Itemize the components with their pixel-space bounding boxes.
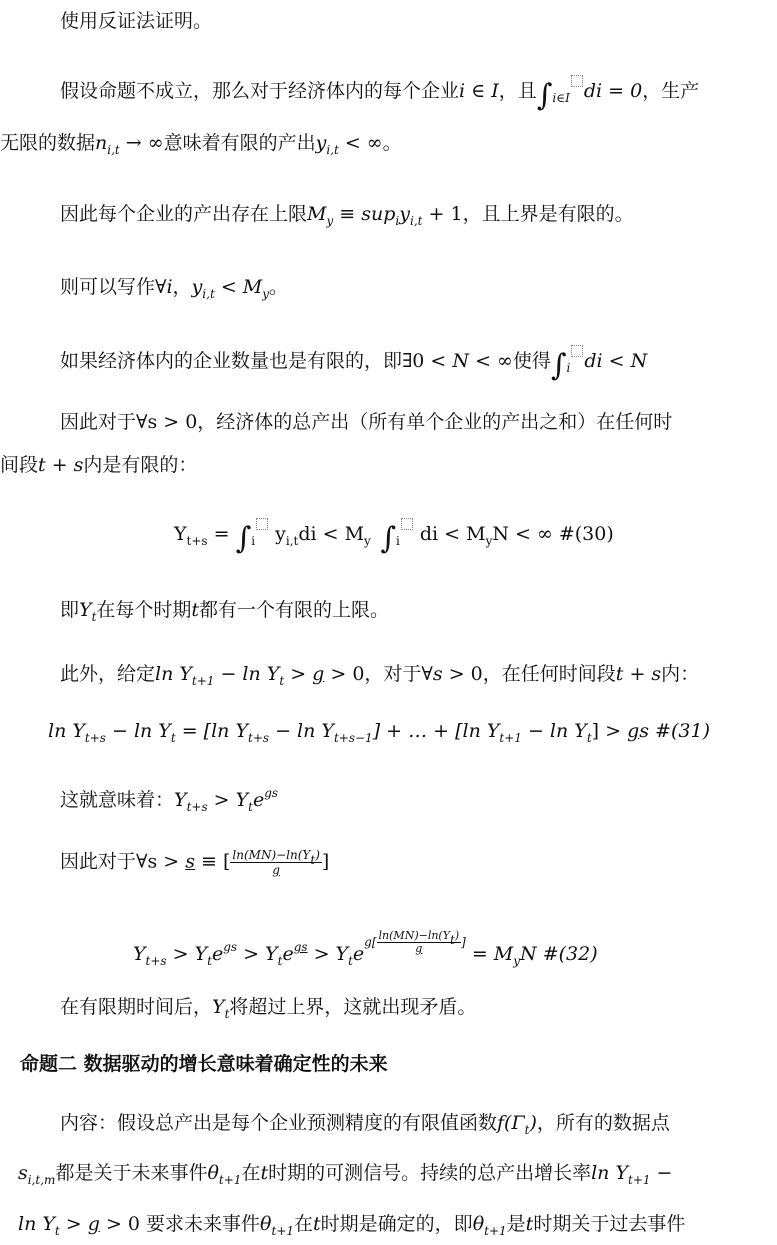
- math: i,t,m: [27, 1173, 56, 1187]
- math: ln(MN)−ln(Y: [378, 929, 450, 942]
- math: ≡ [: [194, 850, 231, 873]
- math: i: [396, 534, 400, 548]
- integral-symbol: ∫: [370, 521, 396, 556]
- math: gs: [264, 786, 279, 800]
- math: s: [18, 1162, 28, 1184]
- text: ，且上界是有限的。: [462, 203, 634, 225]
- line-1: [60, 8, 775, 34]
- line-12: [60, 848, 775, 877]
- fraction: [230, 848, 321, 877]
- integral-symbol: ∫: [235, 521, 252, 556]
- text: < ∞使得: [469, 350, 551, 372]
- math: g: [312, 663, 325, 685]
- math: t: [524, 1123, 530, 1137]
- text: ，生产: [642, 80, 700, 102]
- text: 在: [241, 1162, 261, 1184]
- math: g[: [364, 935, 377, 949]
- section-heading: [20, 1051, 777, 1077]
- text: 时期的可测信号。持续的总产出增长率: [268, 1162, 592, 1184]
- math: ≡ sup: [333, 203, 396, 225]
- math: − ln Y: [269, 720, 334, 742]
- math: N #(32): [520, 943, 598, 965]
- placeholder-box-icon: [401, 518, 413, 530]
- math: > Y: [207, 789, 249, 811]
- math: y: [326, 214, 334, 228]
- text: 。: [269, 276, 289, 298]
- math: i,t: [410, 214, 423, 228]
- integral-symbol: ∫: [550, 348, 567, 383]
- math: t: [310, 853, 316, 867]
- math: e: [252, 789, 265, 811]
- math: y: [269, 523, 286, 545]
- math: N: [452, 350, 470, 372]
- math: >: [59, 1213, 88, 1235]
- math: i: [166, 276, 173, 298]
- math: t+1: [218, 1173, 242, 1187]
- math: t: [586, 731, 592, 745]
- integral-symbol: ∫: [536, 78, 553, 113]
- text: 无限的数据: [0, 132, 96, 154]
- fraction-denominator: g: [415, 942, 423, 955]
- math: Y: [133, 943, 146, 965]
- math: t: [170, 731, 176, 745]
- math: t: [248, 800, 253, 814]
- math: =: [207, 523, 236, 545]
- text: 此外，给定: [60, 663, 156, 685]
- math: > Y: [307, 943, 349, 965]
- line-11: [60, 787, 775, 813]
- math: t: [313, 1213, 321, 1235]
- math: e: [352, 943, 365, 965]
- math: t + s: [38, 454, 84, 476]
- math: < ∞。: [338, 132, 402, 154]
- math: i: [566, 361, 571, 375]
- math: t+1: [499, 731, 522, 745]
- math: y: [315, 132, 327, 154]
- text: 内是有限的：: [83, 454, 198, 476]
- text: 时期是确定的，即: [320, 1213, 473, 1235]
- fraction-numerator: [230, 848, 321, 867]
- math: t: [449, 933, 455, 947]
- math: θ: [472, 1213, 485, 1235]
- math: = M: [465, 943, 514, 965]
- math: t+s: [248, 731, 270, 745]
- math: t+s: [84, 731, 106, 745]
- math: Y: [174, 523, 187, 545]
- math: ln Y: [48, 720, 85, 742]
- math: M: [307, 203, 327, 225]
- math: + 1: [422, 203, 463, 225]
- line-7: [60, 409, 775, 435]
- math: t+s: [186, 800, 208, 814]
- math: ]: [461, 935, 466, 949]
- math: >: [284, 663, 313, 685]
- text: 都是关于未来事件: [55, 1162, 208, 1184]
- math: t + s: [615, 663, 662, 685]
- math: θ: [260, 1213, 272, 1235]
- math: i,t: [107, 143, 120, 157]
- math: ] >: [591, 720, 628, 742]
- math: t: [91, 610, 97, 624]
- math: di < N: [584, 350, 648, 372]
- line-2: [60, 75, 775, 113]
- math: t+1: [191, 674, 215, 688]
- math: ): [315, 848, 320, 862]
- math: g: [87, 1213, 100, 1235]
- math: gs: [223, 940, 238, 954]
- text: ，所有的数据点: [536, 1112, 670, 1134]
- text: 因此对于∀s >: [60, 850, 186, 873]
- math: ln Y: [155, 663, 192, 685]
- math: t+1: [628, 1173, 651, 1187]
- math: t: [279, 674, 285, 688]
- text: 时期关于过去事件: [533, 1213, 686, 1235]
- math: ): [529, 1112, 537, 1134]
- math: > Y: [237, 943, 278, 965]
- math: ): [454, 929, 460, 942]
- math: < M: [214, 276, 263, 298]
- math: θ: [207, 1162, 219, 1184]
- math: t: [224, 1007, 230, 1021]
- math: > 0，在任何时间段: [442, 663, 616, 685]
- math: → ∞: [119, 132, 164, 154]
- equation-31: [48, 718, 773, 744]
- math: t+1: [271, 1224, 295, 1238]
- placeholder-box-icon: [256, 518, 268, 530]
- math: di = 0: [583, 80, 643, 102]
- text: ，且: [498, 80, 537, 102]
- line-13: [60, 994, 775, 1020]
- text: 因此每个企业的产出存在上限: [60, 203, 308, 225]
- math: ] + … + [ln Y: [372, 720, 500, 742]
- text: 这就意味着：: [60, 789, 175, 811]
- line-8: [0, 452, 777, 478]
- text: 间段: [0, 454, 39, 476]
- math: n: [95, 132, 108, 154]
- fraction: [377, 930, 462, 955]
- equation-30: [174, 518, 774, 556]
- math: i,t: [285, 534, 299, 548]
- math: di < M: [413, 523, 486, 545]
- math: > Y: [166, 943, 208, 965]
- math: y: [513, 954, 521, 968]
- math: i: [395, 214, 400, 228]
- text: 意味着有限的产出: [163, 132, 316, 154]
- math: di < M: [298, 523, 365, 545]
- line-15: [18, 1160, 775, 1186]
- text: 在每个时期: [96, 599, 192, 621]
- math: N < ∞ #(30): [492, 523, 614, 545]
- math: i: [251, 534, 256, 548]
- text: 因此对于∀s > 0，经济体的总产出（所有单个企业的产出之和）在任何时: [60, 411, 673, 433]
- math: t+s: [145, 954, 167, 968]
- math: i,t: [326, 143, 339, 157]
- text: 使用反证法证明。: [60, 10, 213, 32]
- math: y: [485, 534, 493, 548]
- line-3: [0, 130, 777, 156]
- text: ，: [172, 276, 192, 298]
- math: ln(MN)−ln(Y: [232, 848, 311, 862]
- math: ln Y: [18, 1213, 55, 1235]
- text: 即: [60, 599, 80, 621]
- math: y: [399, 203, 410, 225]
- math: t: [525, 1213, 534, 1235]
- math: ln Y: [591, 1162, 628, 1184]
- math: Y: [212, 996, 225, 1018]
- line-9: [60, 597, 775, 623]
- math: y: [364, 534, 371, 548]
- text: 如果经济体内的企业数量也是有限的，即∃0 <: [60, 350, 453, 372]
- math: − ln Y: [105, 720, 171, 742]
- math: > 0，对于∀: [324, 663, 433, 685]
- math: − ln Y: [521, 720, 587, 742]
- text: 将超过上界，这就出现矛盾。: [229, 996, 477, 1018]
- math: i∈I: [552, 91, 570, 105]
- math: e: [211, 943, 224, 965]
- line-6: [60, 345, 775, 383]
- line-16: [18, 1211, 775, 1237]
- math: s: [185, 850, 195, 873]
- math: ]: [321, 850, 330, 873]
- text: 都有一个有限的上限。: [199, 599, 390, 621]
- text: 是: [506, 1213, 526, 1235]
- text: > 0 要求未来事件: [99, 1213, 261, 1235]
- math: t: [260, 1162, 269, 1184]
- line-14: [60, 1110, 775, 1136]
- math: gs: [293, 940, 308, 954]
- math: g: [627, 720, 640, 742]
- math: f(Γ: [497, 1112, 525, 1134]
- math: = [ln Y: [175, 720, 248, 742]
- math: t+s: [186, 534, 208, 548]
- math: t: [277, 954, 283, 968]
- math: t: [348, 954, 353, 968]
- math: i,t: [202, 287, 215, 301]
- text: 则可以写作∀: [60, 276, 167, 298]
- text: 在有限期时间后，: [60, 996, 213, 1018]
- text: 在: [294, 1213, 314, 1235]
- placeholder-box-icon: [571, 75, 583, 87]
- exponent: [364, 930, 466, 955]
- fraction-denominator: g: [272, 863, 280, 877]
- math: t+s−1: [333, 731, 373, 745]
- math: Y: [79, 599, 92, 621]
- math: i ∈ I: [459, 80, 499, 102]
- math: Y: [174, 789, 187, 811]
- math: t: [191, 599, 200, 621]
- equation-32: [133, 930, 773, 967]
- placeholder-box-icon: [571, 345, 583, 357]
- math: y: [262, 287, 270, 301]
- math: s: [432, 663, 443, 685]
- text: 内容：假设总产出是每个企业预测精度的有限值函数: [60, 1112, 498, 1134]
- math: t: [207, 954, 212, 968]
- line-10: [60, 661, 775, 687]
- math: t: [54, 1224, 60, 1238]
- text: 内：: [661, 663, 700, 685]
- math: e: [282, 943, 294, 965]
- line-5: [60, 274, 775, 300]
- math: y: [191, 276, 203, 298]
- math: s #(31): [639, 720, 710, 742]
- line-4: [60, 201, 775, 227]
- text: 假设命题不成立，那么对于经济体内的每个企业: [60, 80, 460, 102]
- math: t+1: [484, 1224, 507, 1238]
- heading-text: 命题二 数据驱动的增长意味着确定性的未来: [20, 1053, 388, 1075]
- math: − ln Y: [214, 663, 280, 685]
- math: −: [650, 1162, 673, 1184]
